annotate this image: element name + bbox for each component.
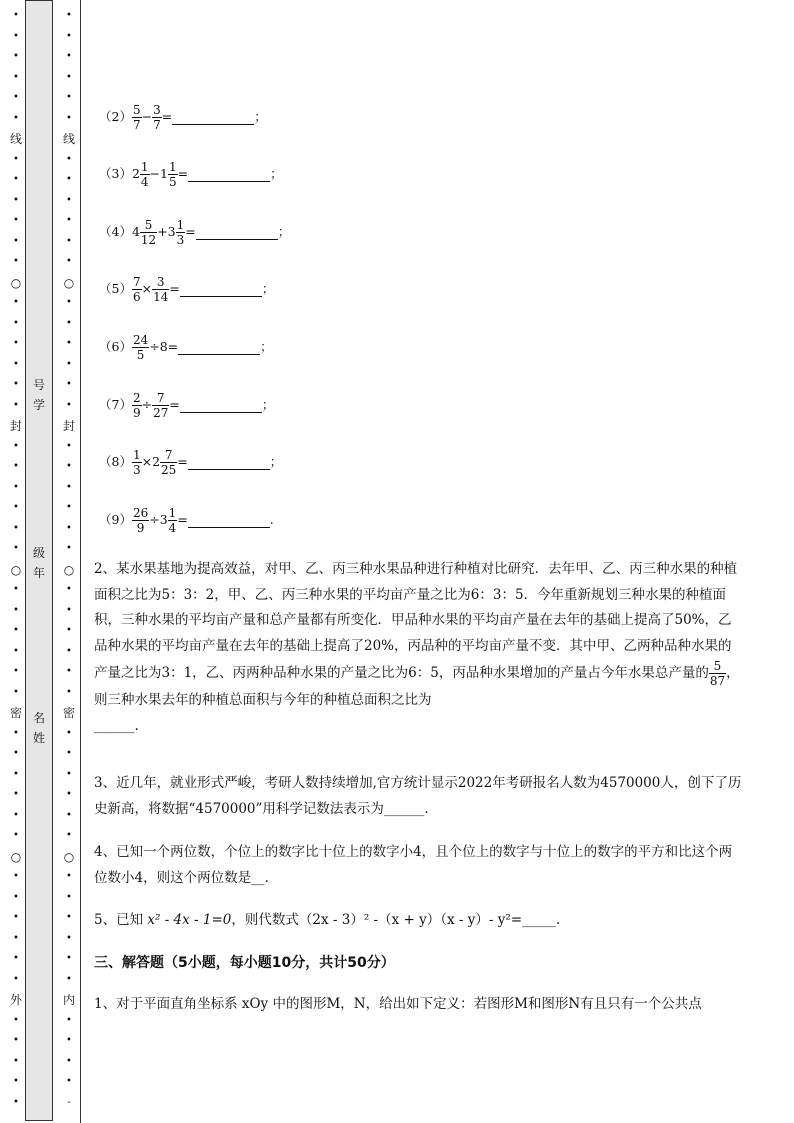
- fraction: $\frac{1}{4}$: [168, 506, 177, 535]
- fraction: $\frac{1}{4}$: [140, 160, 149, 189]
- margin-dot: •: [13, 10, 19, 21]
- margin-dot: •: [66, 92, 72, 103]
- margin-dot: •: [13, 399, 19, 411]
- arithmetic-problem: （9） $\frac{26}{9}$ ÷3 $\frac{1}{4}$ = .: [99, 506, 274, 535]
- margin-dot: •: [13, 543, 19, 554]
- answer-blank: [180, 281, 262, 297]
- margin-dot: •: [66, 953, 72, 964]
- margin-dot: •: [66, 645, 72, 657]
- margin-char: 内: [62, 993, 75, 1007]
- margin-dot: •: [66, 297, 72, 308]
- margin-dot: •: [13, 317, 19, 329]
- margin-dot: •: [13, 768, 19, 780]
- fraction: $\frac{5}{12}$: [140, 218, 157, 247]
- fraction: $\frac{24}{5}$: [132, 333, 149, 362]
- answer-blank: [188, 454, 270, 470]
- margin-char: 线: [62, 132, 75, 146]
- margin-dot: •: [66, 461, 72, 472]
- margin-dot: •: [13, 522, 19, 534]
- margin-dot: •: [66, 1035, 72, 1046]
- margin-dot: •: [66, 666, 72, 677]
- margin-dot: •: [66, 317, 72, 329]
- margin-dot: •: [66, 973, 72, 985]
- margin-dot: •: [66, 358, 72, 370]
- margin-dot: •: [66, 194, 72, 206]
- margin-dot: •: [13, 215, 19, 226]
- margin-dot: •: [13, 92, 19, 103]
- answer-blank: [188, 512, 270, 528]
- answer-blank: [178, 339, 260, 355]
- margin-dot: •: [66, 1014, 72, 1026]
- fraction: $\frac{7}{6}$: [132, 275, 141, 304]
- margin-dot: •: [66, 830, 72, 841]
- margin-dot: •: [66, 932, 72, 944]
- margin-dot: •: [66, 604, 72, 616]
- margin-dot: •: [13, 891, 19, 903]
- fraction: $\frac{7}{27}$: [153, 391, 169, 420]
- margin-dot: •: [66, 399, 72, 411]
- answer-blank: ______.: [94, 717, 139, 734]
- margin-dot: •: [13, 953, 19, 964]
- margin-dot: •: [66, 112, 72, 124]
- margin-dot: •: [66, 625, 72, 636]
- margin-dot: •: [66, 440, 72, 452]
- margin-circle: ○: [10, 275, 22, 290]
- question-5: 5、已知 x² - 4x - 1=0，则代数式（2x - 3）² -（x + y）（x - y）- y²=_____.: [94, 912, 561, 928]
- fraction: $\frac{2}{9}$: [132, 391, 141, 420]
- fraction: $\frac{3}{14}$: [153, 275, 169, 304]
- margin-dot: •: [66, 891, 72, 903]
- margin-dot: •: [66, 584, 72, 595]
- fraction: $\frac{26}{9}$: [132, 506, 149, 535]
- margin-dot: •: [13, 481, 19, 493]
- question-4: 4、已知一个两位数，个位上的数字比十位上的数字小4，且个位上的数字与十位上的数字的平方和比这个两位数小4，则这个两位数是__.: [94, 844, 733, 886]
- margin-dot: •: [66, 379, 72, 390]
- binding-line: [80, 0, 81, 1123]
- margin-dot: •: [13, 174, 19, 185]
- fraction: $\frac{1}{3}$: [176, 218, 185, 247]
- question-2: 2、某水果基地为提高效益，对甲、乙、丙三种水果品种进行种植对比研究．去年甲、乙、丙三种水果的种植面积之比为5：3：2，甲、乙、丙三种水果的平均亩产量之比为6：3：5．今年重新规划三种水果的种植面积，三种水果的平均亩产量和总产量都有所变化．甲品种水果的平均亩产量在去年的基础上提高了50%，乙品种水果的平均亩产量在去年的基础上提高了20%，丙品种的平均亩产量不变．其中甲、乙两种品种水果的产量之比为3：1，乙、丙两种品种水果的产量之比为6：5，丙品种水果增加的产量占今年水果总产量的 $\frac{5}{87}$ ，则三种水果去年的种植总面积与今年的种植总面积之比为 ______.: [94, 561, 740, 734]
- margin-dot: •: [66, 543, 72, 554]
- margin-dot: •: [13, 932, 19, 944]
- margin-dot: •: [13, 912, 19, 923]
- margin-dot: •: [13, 71, 19, 83]
- margin-dot: •: [13, 51, 19, 62]
- margin-dot: •: [13, 1076, 19, 1087]
- margin-dot: •: [13, 789, 19, 800]
- answer-blank: [188, 166, 270, 182]
- fraction-5-87: $\frac{5}{87}$: [709, 659, 726, 688]
- margin-dot: •: [13, 645, 19, 657]
- margin-dot: •: [13, 830, 19, 841]
- arithmetic-problem: （8） $\frac{1}{3}$ ×2 $\frac{7}{25}$ = ；: [99, 448, 283, 477]
- margin-dot: •: [66, 502, 72, 513]
- label-xing: 姓: [32, 731, 45, 745]
- margin-char: 封: [9, 419, 22, 433]
- binding-outer-dots: [9, 6, 23, 1113]
- margin-dot: •: [66, 215, 72, 226]
- fraction: $\frac{1}{5}$: [168, 160, 177, 189]
- margin-dot: •: [66, 1076, 72, 1087]
- fraction: $\frac{5}{7}$: [132, 103, 141, 132]
- margin-dot: •: [66, 235, 72, 247]
- margin-dot: •: [13, 727, 19, 739]
- label-nian: 年: [32, 566, 45, 580]
- label-ming: 名: [32, 711, 45, 725]
- margin-dot: •: [66, 912, 72, 923]
- margin-dot: •: [66, 481, 72, 493]
- margin-dot: •: [13, 297, 19, 308]
- margin-dot: •: [66, 768, 72, 780]
- fraction: $\frac{7}{25}$: [161, 448, 177, 477]
- margin-dot: •: [66, 748, 72, 759]
- margin-dot: •: [13, 625, 19, 636]
- arithmetic-problem: （6） $\frac{24}{5}$ ÷8= ；: [99, 333, 273, 362]
- margin-dot: •: [13, 584, 19, 595]
- margin-dot: •: [13, 194, 19, 206]
- answer-blank: [196, 224, 278, 240]
- margin-dot: •: [66, 153, 72, 165]
- margin-dot: •: [13, 235, 19, 247]
- margin-dot: •: [13, 748, 19, 759]
- answer-blank: [180, 397, 262, 413]
- answer-blank: [172, 109, 254, 125]
- label-ji: 级: [32, 546, 45, 560]
- section-3-heading: 三、解答题（5小题，每小题10分，共计50分）: [94, 955, 395, 971]
- question-3: 3、近几年，就业形式严峻，考研人数持续增加,官方统计显示2022年考研报名人数为4570000人，创下了历史新高，将数据“4570000”用科学记数法表示为______.: [94, 775, 742, 817]
- margin-dot: •: [13, 1014, 19, 1026]
- margin-dot: •: [13, 604, 19, 616]
- margin-dot: •: [13, 666, 19, 677]
- margin-dot: •: [13, 338, 19, 349]
- binding-inner-dots: [62, 6, 76, 1113]
- margin-circle: ○: [63, 275, 75, 290]
- margin-dot: •: [66, 10, 72, 21]
- margin-char: 外: [9, 993, 22, 1007]
- margin-dot: •: [66, 789, 72, 800]
- margin-dot: •: [13, 440, 19, 452]
- fraction: $\frac{3}{7}$: [153, 103, 161, 132]
- margin-dot: •: [66, 522, 72, 534]
- margin-dot: -: [67, 1096, 71, 1108]
- margin-dot: •: [13, 153, 19, 165]
- margin-dot: •: [66, 809, 72, 821]
- margin-dot: •: [13, 1055, 19, 1067]
- arithmetic-problem: （5） $\frac{7}{6}$ × $\frac{3}{14}$ = ；: [99, 275, 275, 304]
- margin-char: 密: [62, 706, 75, 720]
- margin-char: 封: [62, 419, 75, 433]
- label-hao: 号: [32, 378, 45, 392]
- margin-dot: •: [66, 256, 72, 267]
- label-xue: 学: [32, 398, 45, 412]
- arithmetic-problem: （7） $\frac{2}{9}$ ÷ $\frac{7}{27}$ = ；: [99, 391, 275, 420]
- margin-circle: ○: [63, 849, 75, 864]
- margin-circle: ○: [63, 562, 75, 577]
- margin-dot: •: [13, 358, 19, 370]
- question-6: 1、对于平面直角坐标系 xOy 中的图形M，N，给出如下定义：若图形M和图形N有且只有一个公共点: [94, 996, 702, 1012]
- margin-dot: •: [13, 256, 19, 267]
- arithmetic-problem: （3）2 $\frac{1}{4}$ −1 $\frac{1}{5}$ = ；: [99, 160, 283, 189]
- margin-dot: •: [13, 502, 19, 513]
- margin-dot: •: [13, 461, 19, 472]
- margin-dot: •: [66, 338, 72, 349]
- margin-dot: •: [66, 871, 72, 882]
- margin-dot: •: [13, 379, 19, 390]
- margin-dot: •: [13, 871, 19, 882]
- margin-dot: •: [13, 1096, 19, 1108]
- margin-char: 线: [9, 132, 22, 146]
- margin-circle: ○: [10, 562, 22, 577]
- margin-dot: •: [13, 112, 19, 124]
- margin-dot: •: [66, 686, 72, 698]
- margin-dot: •: [13, 1035, 19, 1046]
- margin-dot: •: [13, 686, 19, 698]
- margin-dot: •: [66, 727, 72, 739]
- arithmetic-problem: （2） $\frac{5}{7}$ − $\frac{3}{7}$ = ；: [99, 103, 267, 132]
- margin-dot: •: [66, 51, 72, 62]
- margin-circle: ○: [10, 849, 22, 864]
- margin-dot: •: [66, 71, 72, 83]
- margin-dot: •: [66, 1055, 72, 1067]
- margin-dot: •: [13, 973, 19, 985]
- student-info-bar: [25, 0, 53, 1121]
- fraction: $\frac{1}{3}$: [132, 448, 141, 477]
- margin-dot: •: [13, 30, 19, 42]
- margin-dot: •: [66, 174, 72, 185]
- margin-dot: •: [13, 809, 19, 821]
- margin-char: 密: [9, 706, 22, 720]
- arithmetic-problem: （4）4 $\frac{5}{12}$ +3 $\frac{1}{3}$ = ；: [99, 218, 291, 247]
- margin-dot: •: [66, 30, 72, 42]
